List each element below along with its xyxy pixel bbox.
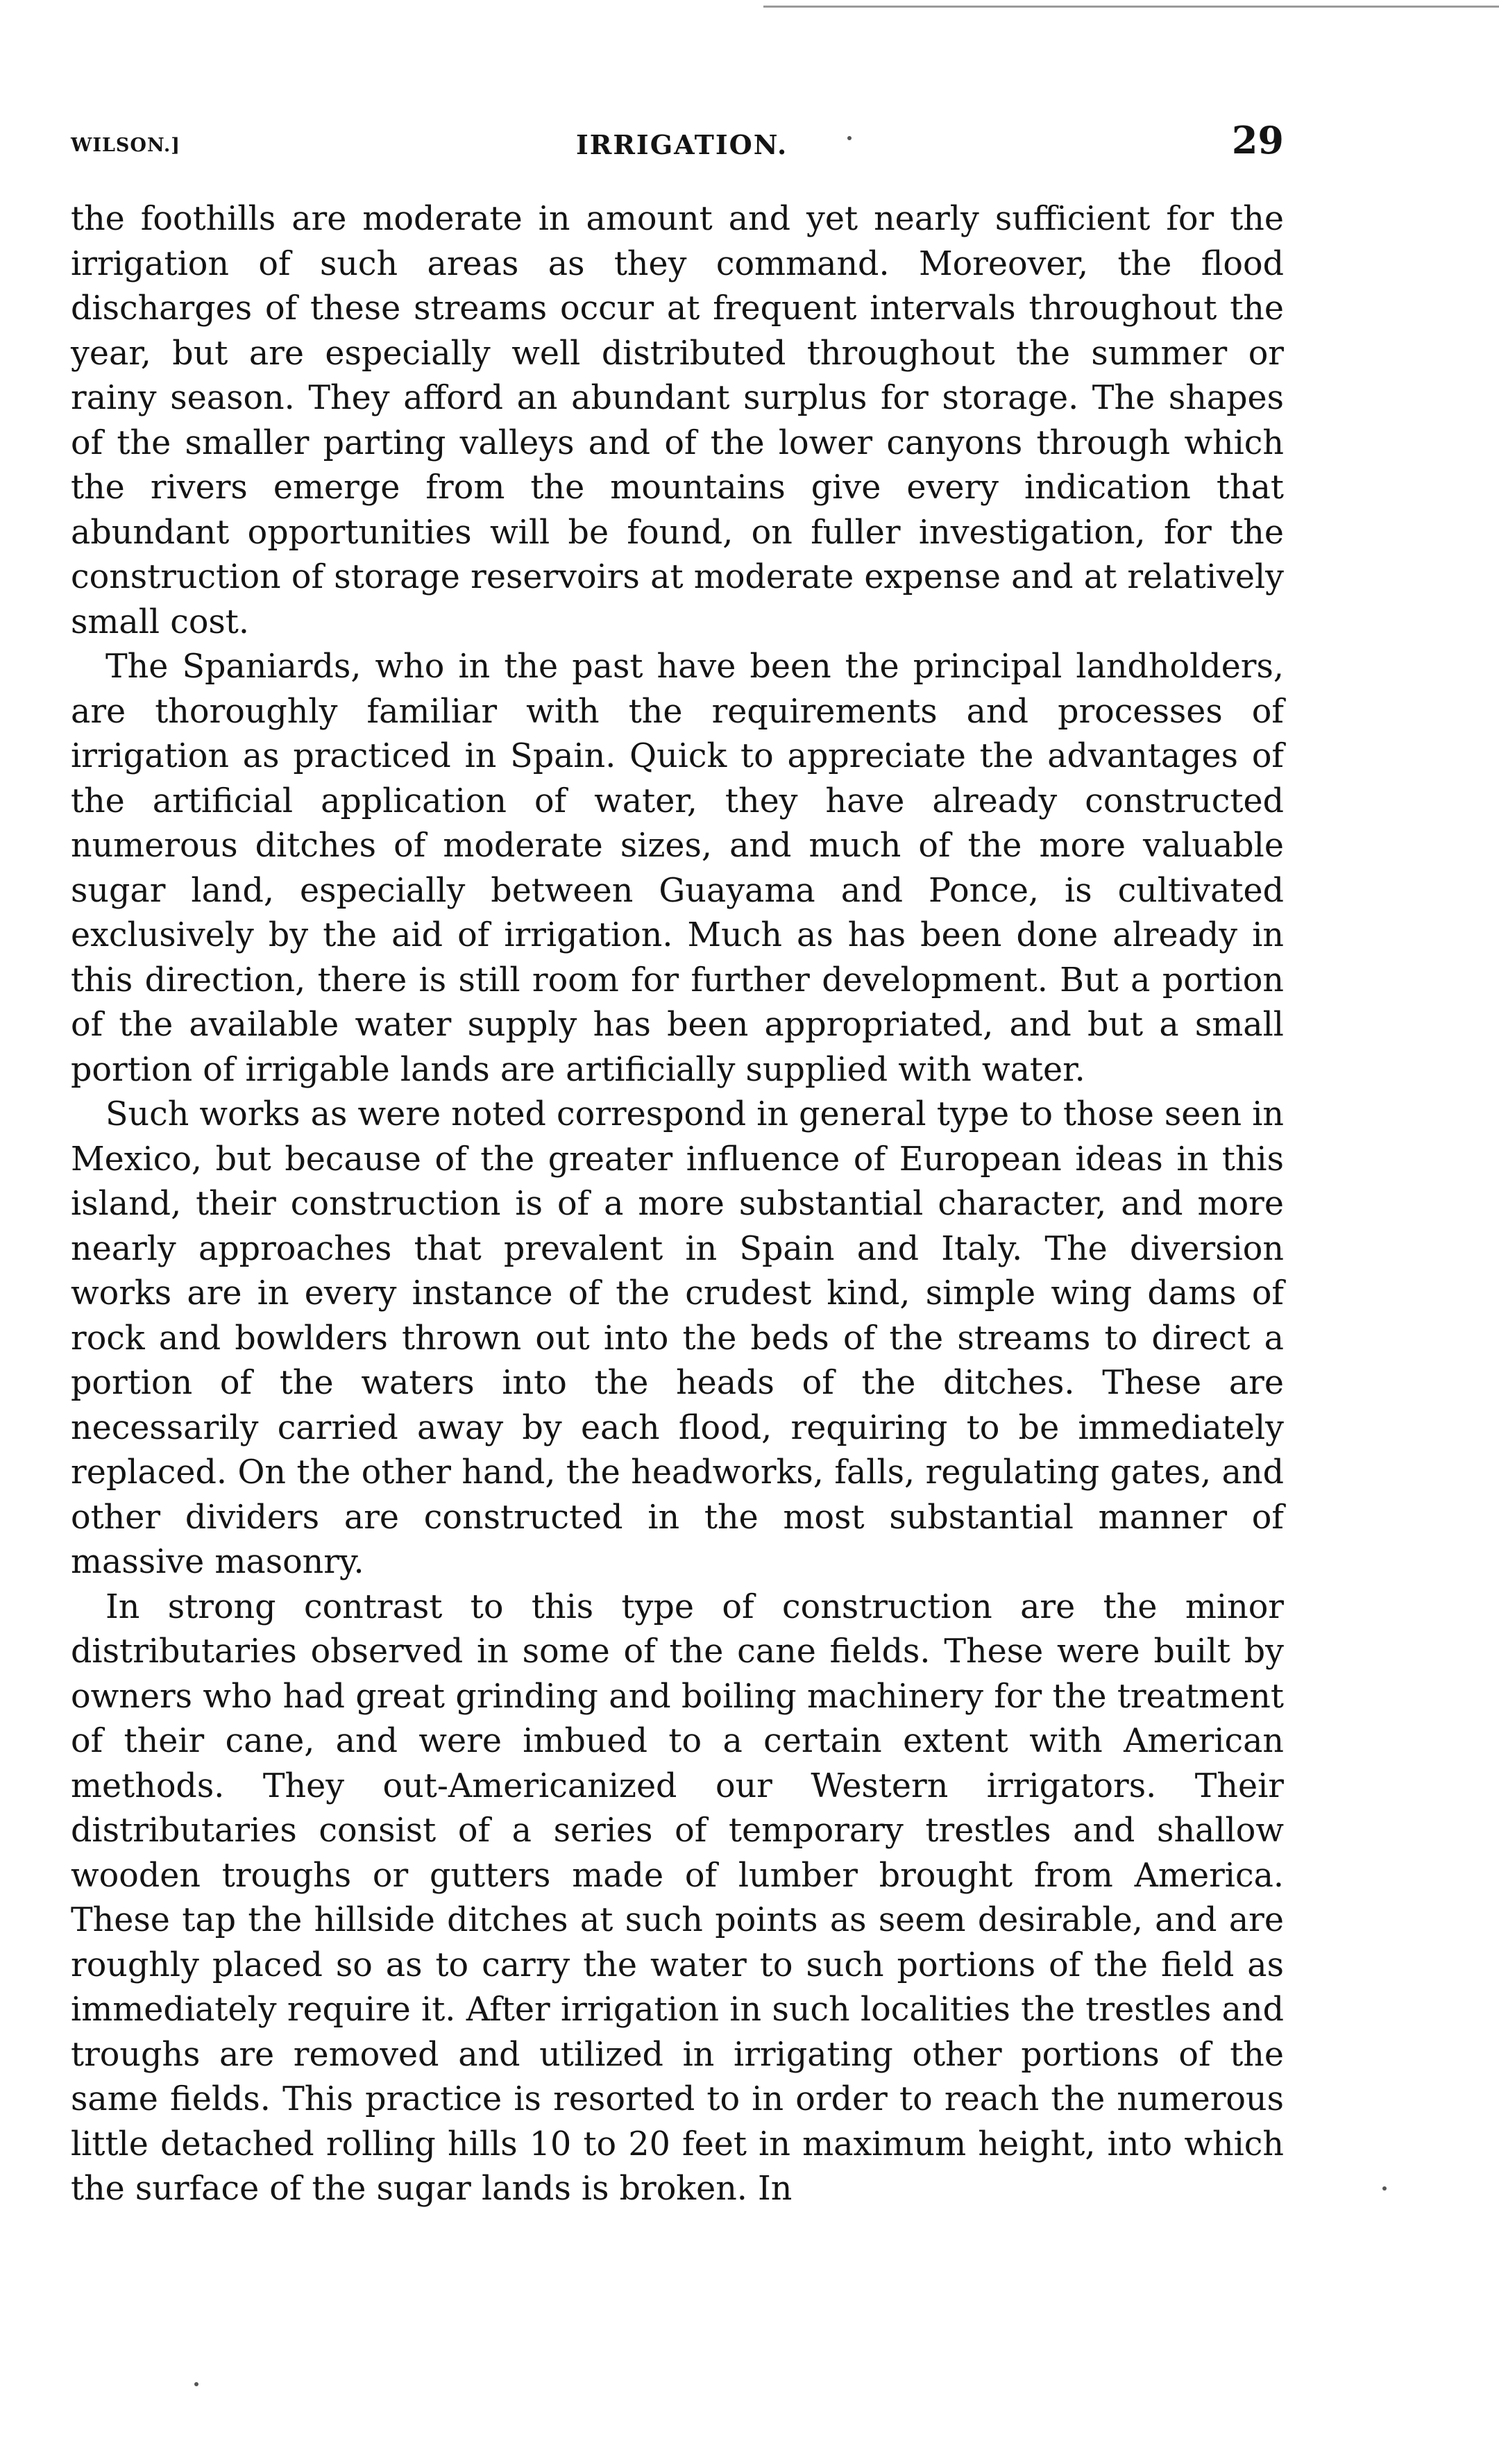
scan-speck bbox=[1382, 2186, 1387, 2191]
running-head-author: WILSON.] bbox=[71, 135, 181, 156]
paragraph: Such works as were noted correspond in general type to those seen in Mexico, but because of the greater influence of European ideas in this island, their construction is of a more substantial character, and more nearly approaches that prevalent in Spain and Italy. The diversion works are in every instance of the crudest kind, simple wing dams of rock and bowlders thrown out into the beds of the streams to direct a portion of the waters into the heads of the ditches. These are necessarily carried away by each flood, requiring to be immediately replaced. On the other hand, the headworks, falls, regulating gates, and other dividers are constructed in the most substantial manner of massive masonry. bbox=[71, 1095, 1284, 1581]
paragraph-continued: the foothills are moderate in amount and yet nearly sufficient for the irrigation of such areas as they command. Moreover, the flood discharges of these streams occur at frequent intervals throughout the year, but are especially well distributed throughout the summer or rainy season. They afford an abundant surplus for storage. The shapes of the smaller parting valleys and of the lower canyons through which the rivers emerge from the mountains give every indication that abundant opportunities will be found, on fuller investigation, for the construction of storage reservoirs at moderate expense and at relatively small cost. bbox=[71, 200, 1284, 641]
running-head-title: IRRIGATION. bbox=[576, 129, 788, 160]
page-header bbox=[71, 117, 1284, 172]
paragraph: In strong contrast to this type of construction are the minor distributaries observed in some of the cane fields. These were built by owners who had great grinding and boiling machinery for the treatment of their cane, and were imbued to a certain extent with American methods. They out-Americanized our Western irrigators. Their distributaries consist of a series of temporary trestles and shallow wooden troughs or gutters made of lumber brought from America. These tap the hillside ditches at such points as seem desirable, and are roughly placed so as to carry the water to such portions of the field as immediately require it. After irrigation in such localities the trestles and troughs are removed and utilized in irrigating other portions of the same fields. This practice is resorted to in order to reach the numerous little detached rolling hills 10 to 20 feet in maximum height, into which the surface of the sugar lands is broken. In bbox=[71, 1587, 1284, 2208]
top-edge-rule bbox=[763, 6, 1499, 8]
scan-speck bbox=[194, 2382, 198, 2386]
page-number: 29 bbox=[1231, 118, 1284, 162]
paragraph: The Spaniards, who in the past have been the principal landholders, are thoroughly familiar with the requirements and processes of irrigation as practiced in Spain. Quick to appreciate the advantages of the artificial application of water, they have already constructed numerous ditches of moderate sizes, and much of the more valuable sugar land, especially between Guayama and Ponce, is cultivated exclusively by the aid of irrigation. Much as has been done already in this direction, there is still room for further development. But a portion of the available water supply has been appropriated, and but a small portion of irrigable lands are artificially supplied with water. bbox=[71, 648, 1284, 1089]
body-text bbox=[71, 197, 1284, 2212]
